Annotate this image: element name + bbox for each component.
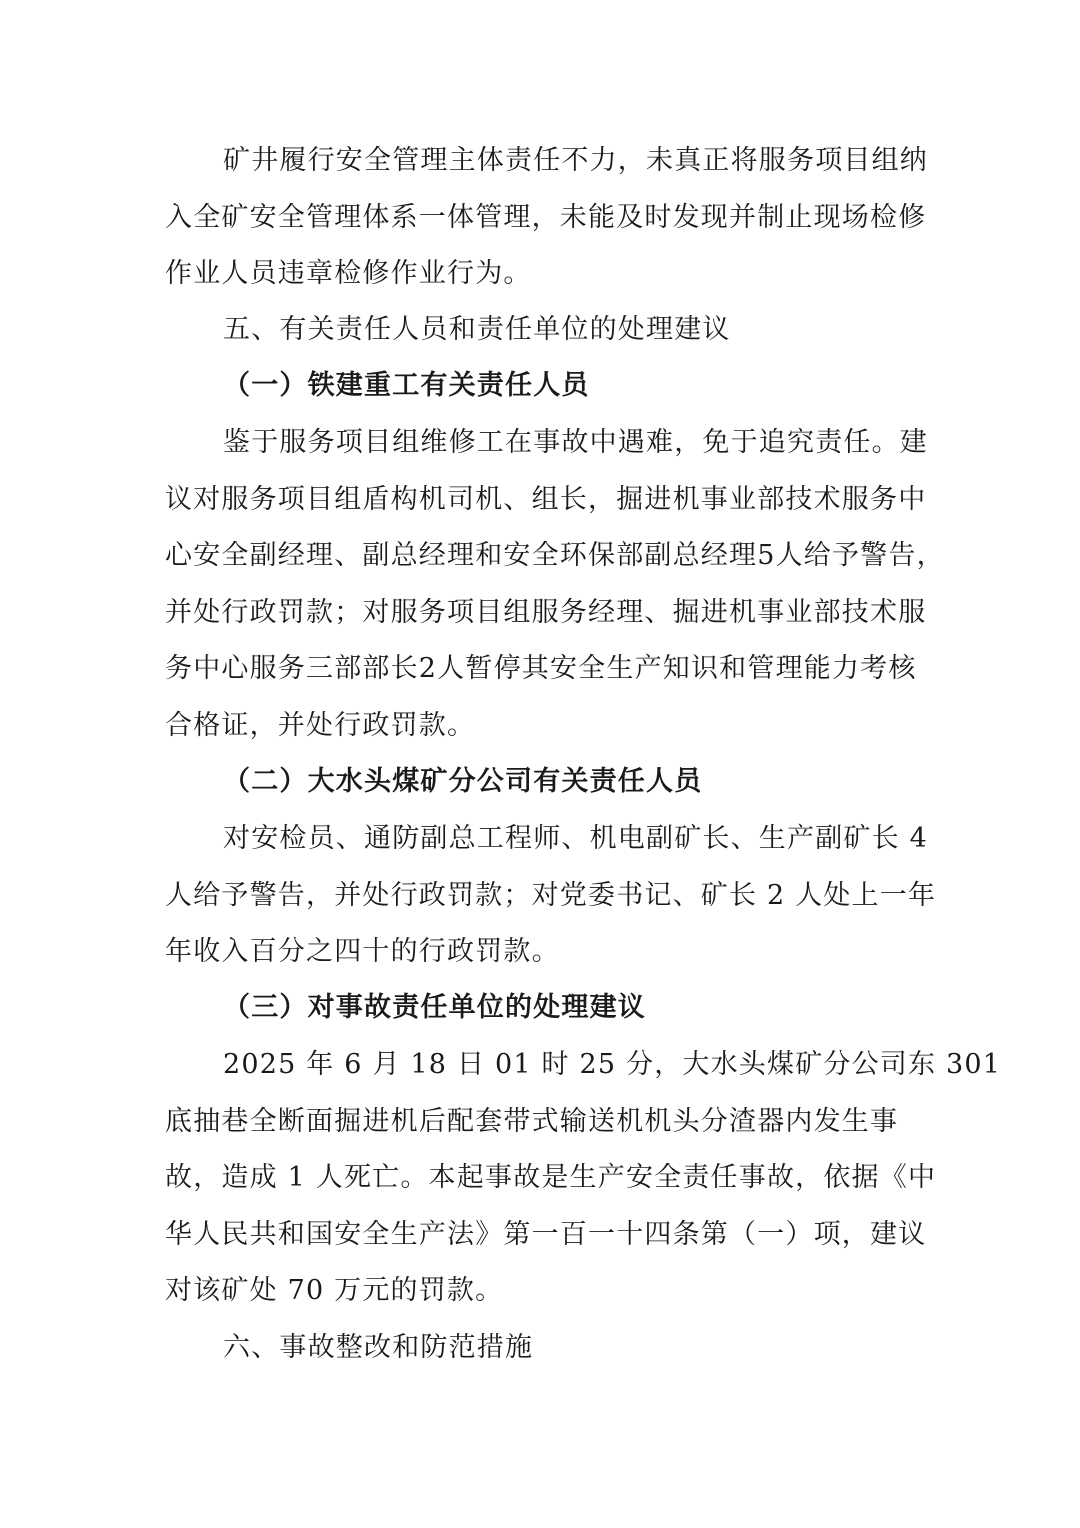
text-line: 对安检员、通防副总工程师、机电副矿长、生产副矿长 4 bbox=[223, 823, 928, 854]
subheading-text: （三）对事故责任单位的处理建议 bbox=[223, 992, 646, 1023]
heading-text: 六、事故整改和防范措施 bbox=[223, 1332, 534, 1363]
section-heading-five bbox=[165, 302, 917, 359]
subheading-one bbox=[165, 358, 917, 415]
text-line: 合格证，并处行政罚款。 bbox=[165, 709, 476, 741]
subheading-two bbox=[165, 754, 917, 811]
text-line: 作业人员违章检修作业行为。 bbox=[165, 258, 532, 289]
text-line: 鉴于服务项目组维修工在事故中遇难，免于追究责任。建 bbox=[223, 427, 928, 458]
paragraph-coalmine-persons bbox=[165, 811, 937, 981]
text-line: 议对服务项目组盾构机司机、组长，掘进机事业部技术服务中 bbox=[165, 483, 927, 515]
text-line: 矿井履行安全管理主体责任不力，未真正将服务项目组纳 bbox=[223, 145, 928, 176]
text-line: 2025 年 6 月 18 日 01 时 25 分，大水头煤矿分公司东 301 bbox=[223, 1049, 1002, 1080]
text-line: 入全矿安全管理体系一体管理，未能及时发现并制止现场检修 bbox=[165, 201, 927, 233]
subheading-text: （二）大水头煤矿分公司有关责任人员 bbox=[223, 766, 703, 797]
text-line: 并处行政罚款；对服务项目组服务经理、掘进机事业部技术服 bbox=[165, 596, 927, 628]
subheading-three bbox=[165, 980, 917, 1037]
heading-text: 五、有关责任人员和责任单位的处理建议 bbox=[223, 314, 731, 345]
text-line: 人给予警告，并处行政罚款；对党委书记、矿长 2 人处上一年 bbox=[165, 879, 937, 911]
text-line: 年收入百分之四十的行政罚款。 bbox=[165, 936, 560, 967]
subheading-text: （一）铁建重工有关责任人员 bbox=[223, 370, 590, 401]
text-line: 务中心服务三部部长2人暂停其安全生产知识和管理能力考核 bbox=[165, 653, 917, 684]
text-line: 故，造成 1 人死亡。本起事故是生产安全责任事故，依据《中 bbox=[165, 1162, 937, 1193]
text-line: 对该矿处 70 万元的罚款。 bbox=[165, 1275, 504, 1306]
paragraph-unit-penalty bbox=[165, 1037, 1002, 1320]
text-line: 华人民共和国安全生产法》第一百一十四条第（一）项，建议 bbox=[165, 1218, 927, 1250]
section-heading-six bbox=[165, 1320, 917, 1377]
paragraph-mine-responsibility bbox=[165, 133, 928, 303]
paragraph-tiejian-persons bbox=[165, 415, 945, 754]
text-line: 底抽巷全断面掘进机后配套带式输送机机头分渣器内发生事 bbox=[165, 1105, 899, 1137]
text-line: 心安全副经理、副总经理和安全环保部副总经理5人给予警告， bbox=[165, 540, 945, 571]
